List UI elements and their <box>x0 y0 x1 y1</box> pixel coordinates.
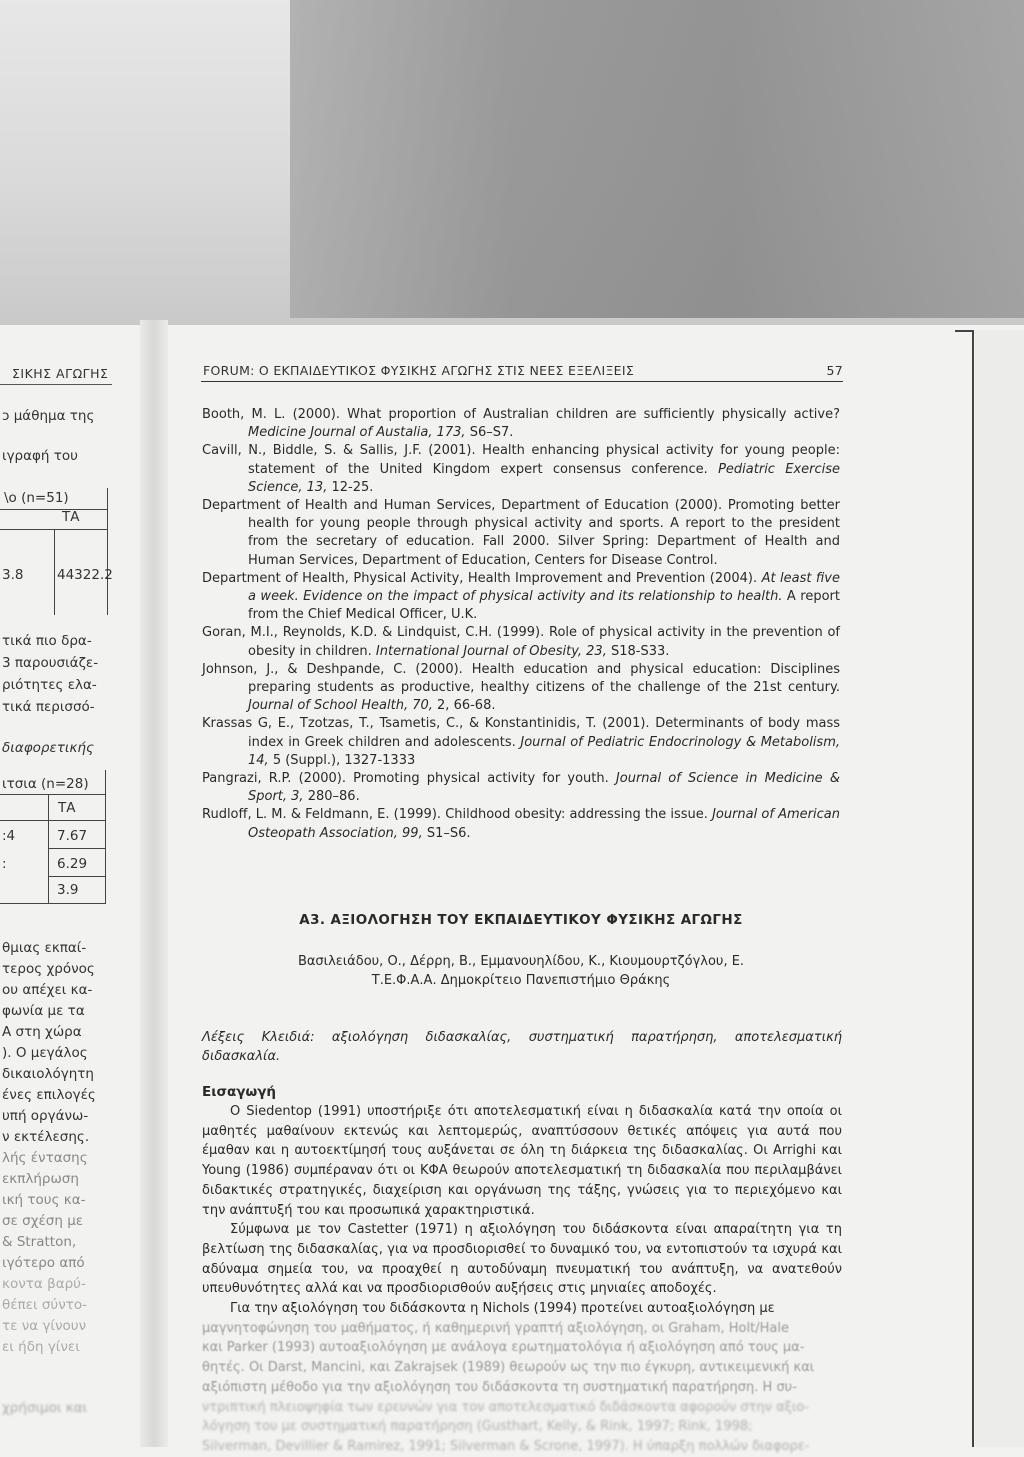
paragraph-line: μαγνητοφώνηση του μαθήματος, ή καθημερινή γραπτή αξιολόγηση, οι Graham, Holt/Hale <box>202 1320 789 1336</box>
reference-item: Goran, M.I., Reynolds, K.D. & Lindquist, C.H. (1999). Role of physical activity in the prevention of obesity in children. International Journal of Obesity, 23, S18-S33. <box>202 625 840 659</box>
left-line: εκπλήρωση <box>2 1171 79 1187</box>
table1-col-divider <box>54 529 55 615</box>
affiliation: Τ.Ε.Φ.Α.Α. Δημοκρίτειο Πανεπιστήμιο Θράκης <box>371 973 671 988</box>
table2-col-header: ΤΑ <box>58 800 76 816</box>
table1-row-left: 3.8 <box>2 567 24 583</box>
table2-rule <box>0 794 106 795</box>
reference-item: Department of Health and Human Services, Department of Education (2000). Promoting better health for young people through physical activity and sports. A report to the president from the secretary of education. Fall 2000. Silver Spring: Department of Health and Human Services, Department of Education, Centers for Disease Control. <box>202 498 840 568</box>
intro-heading: Εισαγωγή <box>202 1084 277 1100</box>
left-line: ου απέχει κα- <box>2 982 93 998</box>
table2-row-left: :4 <box>2 828 16 844</box>
left-line: ɔ μάθημα της <box>2 408 95 424</box>
table2-rule <box>48 876 106 877</box>
left-line: τικά περισσό- <box>2 699 95 715</box>
left-line: θέπει σύντο- <box>2 1297 88 1313</box>
paragraph-line: θητές. Οι Darst, Mancini, και Zakrajsek (1989) θεωρούν ως την πιο έγκυρη, αντικειμενική και <box>202 1360 815 1376</box>
reference-item: Krassas G, E., Tzotzas, T., Tsametis, C., & Konstantinidis, T. (2001). Determinants of body mass index in Greek children and adolescents. Journal of Pediatric Endocrinology & Metabolism, 14, 5 (Suppl.), 1327-1333 <box>202 716 840 768</box>
left-line: 3 παρουσιάζε- <box>2 655 99 671</box>
left-line: Α στη χώρα <box>2 1024 82 1040</box>
paragraph-line: Silverman, Devillier & Ramirez, 1991; Silverman & Scrone, 1997). Η ύπαρξη πολλών διαφορε- <box>202 1438 810 1454</box>
authors: Βασιλειάδου, Ο., Δέρρη, Β., Εμμανουηλίδου, Κ., Κιουμουρτζόγλου, Ε. <box>297 954 745 969</box>
reference-item: Cavill, N., Biddle, S. & Sallis, J.F. (2001). Health enhancing physical activity for young people: statement of the United Kingdom expert consensus conference. Pediatric Exercise Science, 13, 12-25. <box>202 443 841 495</box>
left-line: τε να γίνουν <box>2 1318 87 1334</box>
left-line: υπή οργάνω- <box>2 1108 89 1124</box>
running-head-rule <box>201 381 843 382</box>
reference-item: Johnson, J., & Deshpande, C. (2000). Health education and physical education: Disciplines preparing students as productive, healthy citizens of the challenge of the 21st century. Journal of School Health, 70, 2, 66-68. <box>202 661 840 714</box>
reference-item: Booth, M. L. (2000). What proportion of Australian children are sufficiently physically active? Medicine Journal of Austalia, 173, S6–S7. <box>202 407 840 441</box>
left-line: ν εκτέλεσης. <box>2 1129 90 1145</box>
page-number: 57 <box>826 363 843 378</box>
table1-rule <box>0 509 108 510</box>
table2-rule <box>0 903 106 904</box>
left-line: ριότητες ελα- <box>2 677 97 693</box>
paragraph: Ο Siedentop (1991) υποστήριξε ότι αποτελεσματική είναι η διδασκαλία κατά την οποία οι μαθητές μαθαίνουν εκτενώς και λεπτομερώς, αναπτύσσουν θετικές απόψεις για αυτά που έμαθαν και η αυτοεκτίμησή τους αυξάνεται σε όλη τη διάρκεια της διδασκαλίας. Οι Arrighi και Young (1986) συμπέραναν ότι οι ΚΦΑ θεωρούν αποτελεσματική τη διδασκαλία που περιλαμβάνει διδακτικές στρατηγικές, διαχείριση και οργάνωση της τάξης, γνώσεις για το περιεχόμενο και την ανάπτυξή του και προσωπικά χαρακτηριστικά. <box>202 1104 842 1218</box>
table1-row-value: 44322.2 <box>57 567 113 583</box>
table2-row-value: 7.67 <box>57 828 88 844</box>
left-line: ιγραφή του <box>2 448 78 464</box>
section-title: Α3. ΑΞΙΟΛΟΓΗΣΗ ΤΟΥ ΕΚΠΑΙΔΕΥΤΙΚΟΥ ΦΥΣΙΚΗΣ ΑΓΩΓΗΣ <box>299 912 743 928</box>
left-line: κοντα βαρύ- <box>2 1276 86 1292</box>
left-line: ιγότερο από <box>2 1255 85 1271</box>
left-line: σε σχέση με <box>2 1213 84 1229</box>
left-line: ει ήδη γίνει <box>2 1339 80 1355</box>
left-line: φωνία με τα <box>2 1003 85 1019</box>
intro-body <box>202 1102 842 1457</box>
table2-right-border <box>105 770 106 904</box>
left-page-header: ΣΙΚΗΣ ΑΓΩΓΗΣ <box>12 366 109 381</box>
reference-item: Rudloff, L. M. & Feldmann, E. (1999). Childhood obesity: addressing the issue. Journal of American Osteopath Association, 99, S1–S6. <box>202 807 840 841</box>
table2-row-value: 3.9 <box>57 882 79 898</box>
left-line: & Stratton, <box>2 1234 77 1250</box>
left-line: δικαιολόγητη <box>2 1066 94 1082</box>
reference-item: Pangrazi, R.P. (2000). Promoting physical activity for youth. Journal of Science in Medicine & Sport, 3, 280–86. <box>202 771 840 805</box>
book-spine <box>140 320 168 1447</box>
paragraph-line: λόγηση του με συστηματική παρατήρηση (Gusthart, Kelly, & Rink, 1997; Rink, 1998; <box>202 1419 753 1435</box>
paragraph: Σύμφωνα με τον Castetter (1971) η αξιολόγηση του διδάσκοντα είναι απαραίτητη για τη βελτίωση της διδασκαλίας, για να προσδιορισθεί το δυναμικό του, να εντοπιστούν τα ισχυρά και αδύναμα σημεία του, να προαχθεί η αυτοδύναμη πνευματική του ανάπτυξη, να ανατεθούν υπευθυνότητες αλλά και να προσδιορισθούν αυξήσεις στις μηνιαίες αποδοχές. <box>202 1222 842 1297</box>
left-line: λής έντασης <box>2 1150 88 1166</box>
left-line: τερος χρόνος <box>2 961 95 977</box>
reference-item: Department of Health, Physical Activity, Health Improvement and Prevention (2004). At least five a week. Evidence on the impact of physical activity and its relationship to health. A report from the Chief Medical Officer, U.K. <box>202 570 840 623</box>
authors-block <box>202 952 840 990</box>
paragraph-line: ντριπτική πλειοψηφία των ερευνών για τον αποτελεσματικό διδάσκοντα αφορούν στην αξιο- <box>202 1399 809 1415</box>
table2-group-header: ιτσια (n=28) <box>2 776 89 792</box>
table1-right-border <box>107 488 108 615</box>
paragraph-line: αξιόπιστη μέθοδο για την αξιολόγηση του διδάσκοντα τη συστηματική παρατήρηση. Η συ- <box>202 1379 797 1395</box>
paragraph-line: Για την αξιολόγηση του διδάσκοντα η Nichols (1994) προτείνει αυτοαξιολόγηση με <box>230 1301 775 1317</box>
left-header-rule <box>0 384 112 385</box>
table2-col-divider <box>48 794 49 904</box>
running-head <box>203 363 843 378</box>
paragraph-line: και Parker (1993) αυτοαξιολόγηση με ανάλογα ερωτηματολόγια ή αξιολόγηση από τους μα- <box>202 1340 805 1356</box>
table1-col-header: ΤΑ <box>62 509 80 525</box>
left-line: ένες επιλογές <box>2 1087 96 1103</box>
left-line: ική τους κα- <box>2 1192 86 1208</box>
reference-list <box>202 406 840 843</box>
table1-group-header: \o (n=51) <box>4 490 69 506</box>
left-line: ). Ο μεγάλος <box>2 1045 88 1061</box>
table2-row-value: 6.29 <box>57 856 88 872</box>
left-line: τικά πιο δρα- <box>2 633 92 649</box>
running-head-title: FORUM: Ο ΕΚΠΑΙΔΕΥΤΙΚΟΣ ΦΥΣΙΚΗΣ ΑΓΩΓΗΣ ΣΤΙΣ ΝΕΕΣ ΕΞΕΛΙΞΕΙΣ <box>203 363 635 378</box>
page-edge-line <box>972 330 974 1447</box>
left-line: θμιας εκπαί- <box>2 940 87 956</box>
page-edge <box>975 330 1024 1447</box>
scan-shadow-dark <box>290 0 1024 318</box>
keywords: Λέξεις Κλειδιά: αξιολόγηση διδασκαλίας, συστηματική παρατήρηση, αποτελεσματική διδασκαλία. <box>202 1030 842 1064</box>
table2-rule <box>48 848 106 849</box>
left-line: διαφορετικής <box>2 740 94 756</box>
table2-row-left: : <box>2 856 7 872</box>
page-edge-tick <box>955 330 974 332</box>
left-line: χρήσιμοι και <box>2 1400 88 1416</box>
table2-rule <box>0 820 106 821</box>
